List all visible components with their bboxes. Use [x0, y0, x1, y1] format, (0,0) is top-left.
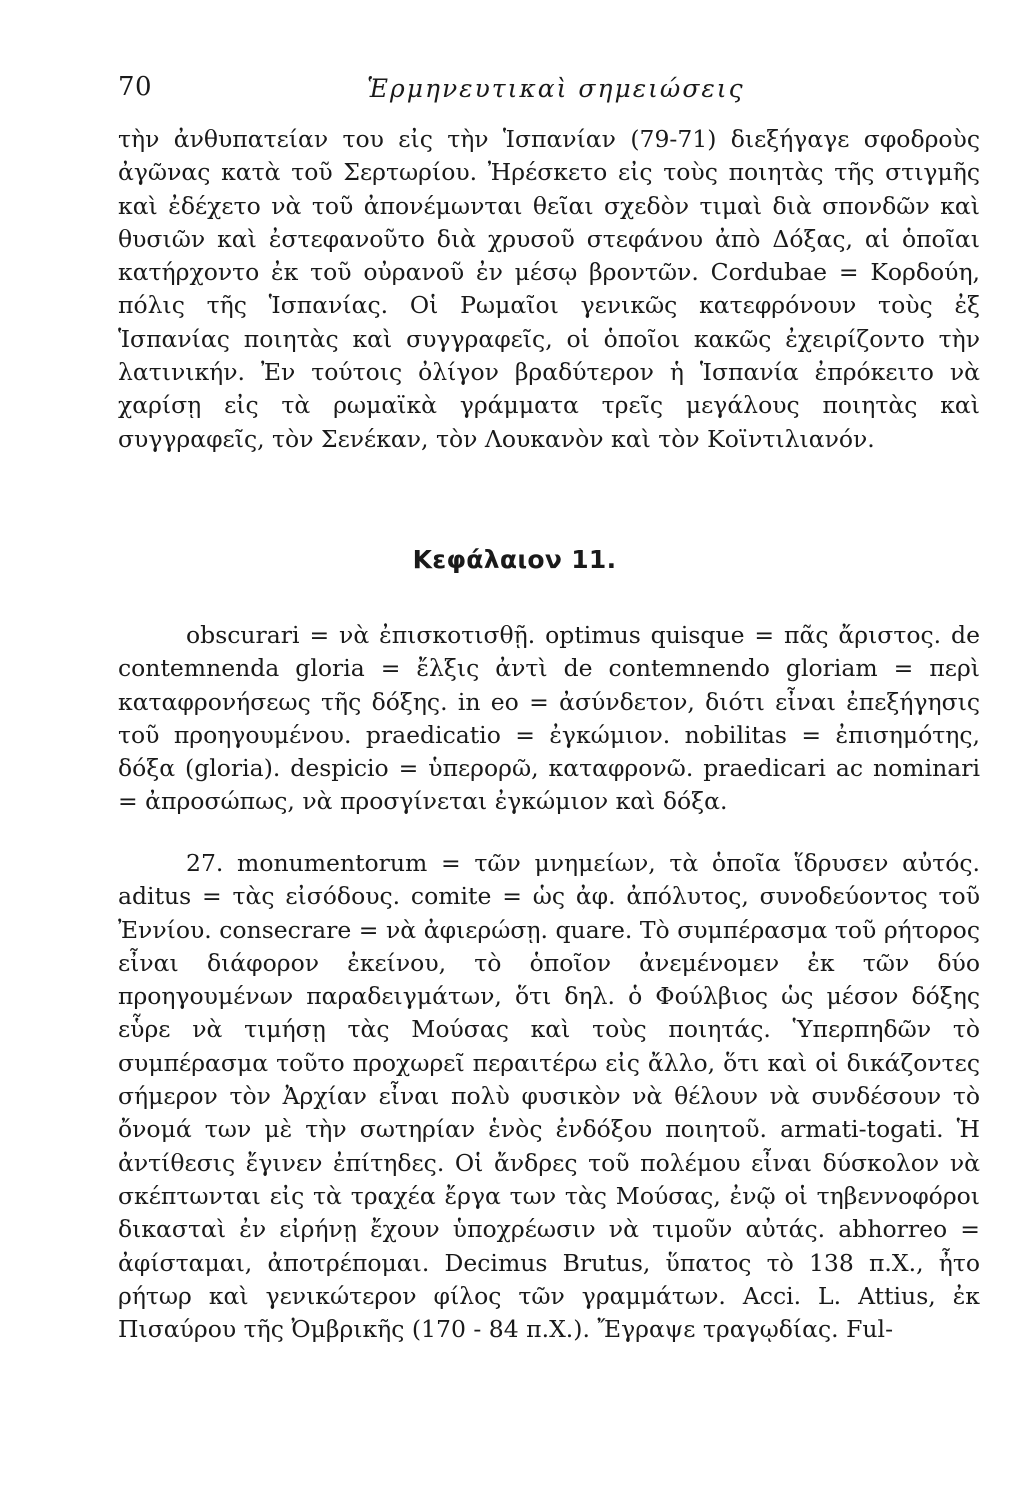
section-27-paragraph: [118, 847, 980, 1346]
section-27-text: 27. monumentorum = τῶν μνημείων, τὰ ὁποῖα ἵδρυσεν αὐτός. aditus = τὰς εἰσόδους. comite = ὡς ἀφ. ἀπόλυτος, συνοδεύοντος τοῦ Ἐννίου. consecrare = νὰ ἀφιερώσῃ. quare. Τὸ συμπέρασμα τοῦ ρήτορος εἶναι διάφορον ἐκείνου, τὸ ὁποῖον ἀνεμένομεν ἐκ τῶν δύο προηγουμένων παραδειγμάτων, ὅτι δηλ. ὁ Φούλβιος ὡς μέσον δόξης εὗρε νὰ τιμήσῃ τὰς Μούσας καὶ τοὺς ποιητάς. Ὑπερπηδῶν τὸ συμπέρασμα τοῦτο προχωρεῖ περαιτέρω εἰς ἄλλο, ὅτι καὶ οἱ δικάζοντες σήμερον τὸν Ἀρχίαν εἶναι πολὺ φυσικὸν νὰ θέλουν νὰ συνδέσουν τὸ ὄνομά των μὲ τὴν σωτηρίαν ἑνὸς ἐνδόξου ποιητοῦ. armati-togati. Ἡ ἀντίθεσις ἔγινεν ἐπίτηδες. Οἱ ἄνδρες τοῦ πολέμου εἶναι δύσκολον νὰ σκέπτωνται εἰς τὰ τραχέα ἔργα των τὰς Μούσας, ἐνῷ οἱ τηβεννοφόροι δικασταὶ ἐν εἰρήνῃ ἔχουν ὑποχρέωσιν νὰ τιμοῦν αὐτάς. abhorreo = ἀφίσταμαι, ἀποτρέπομαι. Decimus Brutus, ὕπατος τὸ 138 π.Χ., ἦτο ρήτωρ καὶ γενικώτερον φίλος τῶν γραμμάτων. Acci. L. Attius, ἐκ Πισαύρου τῆς Ὀμβρικῆς (170 - 84 π.Χ.). Ἔγραψε τραγῳδίας. Ful-: [118, 849, 980, 1344]
page-number: 70: [118, 72, 153, 102]
continuation-paragraph: [118, 123, 980, 456]
chapter-title: Κεφάλαιον 11.: [412, 545, 617, 574]
running-title: Ἑρμηνευτικαὶ σημειώσεις: [367, 74, 745, 103]
page-header: [112, 68, 972, 108]
chapter-intro-paragraph: [118, 619, 980, 819]
continuation-text: τὴν ἀνθυπατείαν του εἰς τὴν Ἱσπανίαν (79-71) διεξήγαγε σφοδροὺς ἀγῶνας κατὰ τοῦ Σερτωρίου. Ἠρέσκετο εἰς τοὺς ποιητὰς τῆς στιγμῆς καὶ ἐδέχετο νὰ τοῦ ἀπονέμωνται θεῖαι σχεδὸν τιμαὶ διὰ σπονδῶν καὶ θυσιῶν καὶ ἐστεφανοῦτο διὰ χρυσοῦ στεφάνου ἀπὸ Δόξας, αἱ ὁποῖαι κατήρχοντο ἐκ τοῦ οὐρανοῦ ἐν μέσῳ βροντῶν. Cordubae = Κορδούη, πόλις τῆς Ἱσπανίας. Οἱ Ρωμαῖοι γενικῶς κατεφρόνουν τοὺς ἐξ Ἱσπανίας ποιητὰς καὶ συγγραφεῖς, οἱ ὁποῖοι κακῶς ἐχειρίζοντο τὴν λατινικήν. Ἐν τούτοις ὀλίγον βραδύτερον ἡ Ἱσπανία ἐπρόκειτο νὰ χαρίσῃ εἰς τὰ ρωμαϊκὰ γράμματα τρεῖς μεγάλους ποιητὰς καὶ συγγραφεῖς, τὸν Σενέκαν, τὸν Λουκανὸν καὶ τὸν Κοϊντιλιανόν.: [118, 125, 980, 453]
chapter-intro-text: obscurari = νὰ ἐπισκοτισθῇ. optimus quisque = πᾶς ἄριστος. de contemnenda gloria = ἔλξις ἀντὶ de contemnendo gloriam = περὶ καταφρονήσεως τῆς δόξης. in eo = ἀσύνδετον, διότι εἶναι ἐπεξήγησις τοῦ προηγουμένου. praedicatio = ἐγκώμιον. nobilitas = ἐπισημότης, δόξα (gloria). despicio = ὑπερορῶ, καταφρονῶ. praedicari ac nominari = ἀπροσώπως, νὰ προσγίνεται ἐγκώμιον καὶ δόξα.: [118, 621, 980, 816]
